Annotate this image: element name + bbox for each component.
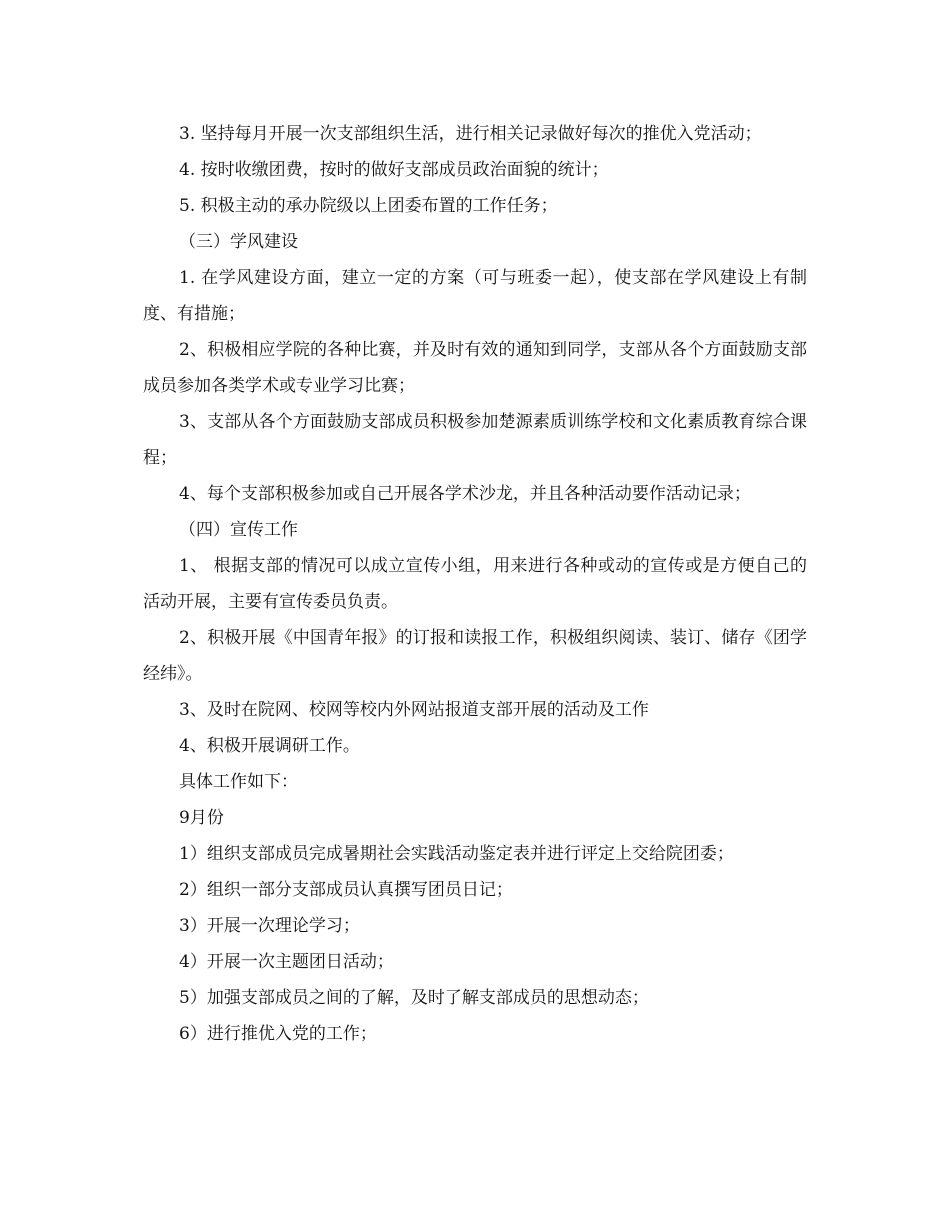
paragraph-study-1: 1. 在学风建设方面，建立一定的方案（可与班委一起），使支部在学风建设上有制度、有措施； [143, 268, 807, 324]
paragraph-item-4-dues: 4. 按时收缴团费，按时的做好支部成员政治面貌的统计； [179, 160, 609, 180]
september-item-6: 6）进行推优入党的工作； [179, 1024, 377, 1044]
paragraph-study-3: 3、支部从各个方面鼓励支部成员积极参加楚源素质训练学校和文化素质教育综合课程； [143, 412, 807, 468]
paragraph-publicity-1: 1、 根据支部的情况可以成立宣传小组，用来进行各种或动的宣传或是方便自己的活动开展，主要有宣传委员负责。 [143, 556, 807, 612]
month-heading-september: 9月份 [179, 808, 224, 828]
document-body [143, 116, 807, 1052]
september-item-3: 3）开展一次理论学习； [179, 916, 360, 936]
section-heading-publicity: （四）宣传工作 [179, 520, 298, 540]
paragraph-publicity-3: 3、及时在院网、校网等校内外网站报道支部开展的活动及工作 [179, 700, 649, 720]
september-item-5: 5）加强支部成员之间的了解，及时了解支部成员的思想动态； [179, 988, 649, 1008]
section-heading-study-style: （三）学风建设 [179, 232, 298, 252]
september-item-4: 4）开展一次主题团日活动； [179, 952, 394, 972]
paragraph-study-2: 2、积极相应学院的各种比赛，并及时有效的通知到同学，支部从各个方面鼓励支部成员参加各类学术或专业学习比赛； [143, 340, 807, 396]
september-item-2: 2）组织一部分支部成员认真撰写团员日记； [179, 880, 513, 900]
paragraph-study-4: 4、每个支部积极参加或自己开展各学术沙龙，并且各种活动要作活动记录； [179, 484, 751, 504]
paragraph-item-5-tasks: 5. 积极主动的承办院级以上团委布置的工作任务； [179, 196, 558, 216]
september-item-1: 1）组织支部成员完成暑期社会实践活动鉴定表并进行评定上交给院团委； [179, 844, 734, 864]
work-details-heading: 具体工作如下： [179, 772, 298, 792]
paragraph-publicity-2: 2、积极开展《中国青年报》的订报和读报工作，积极组织阅读、装订、储存《团学经纬》。 [143, 628, 807, 684]
paragraph-item-3-meeting: 3. 坚持每月开展一次支部组织生活，进行相关记录做好每次的推优入党活动； [179, 124, 762, 144]
paragraph-publicity-4: 4、积极开展调研工作。 [179, 736, 360, 756]
